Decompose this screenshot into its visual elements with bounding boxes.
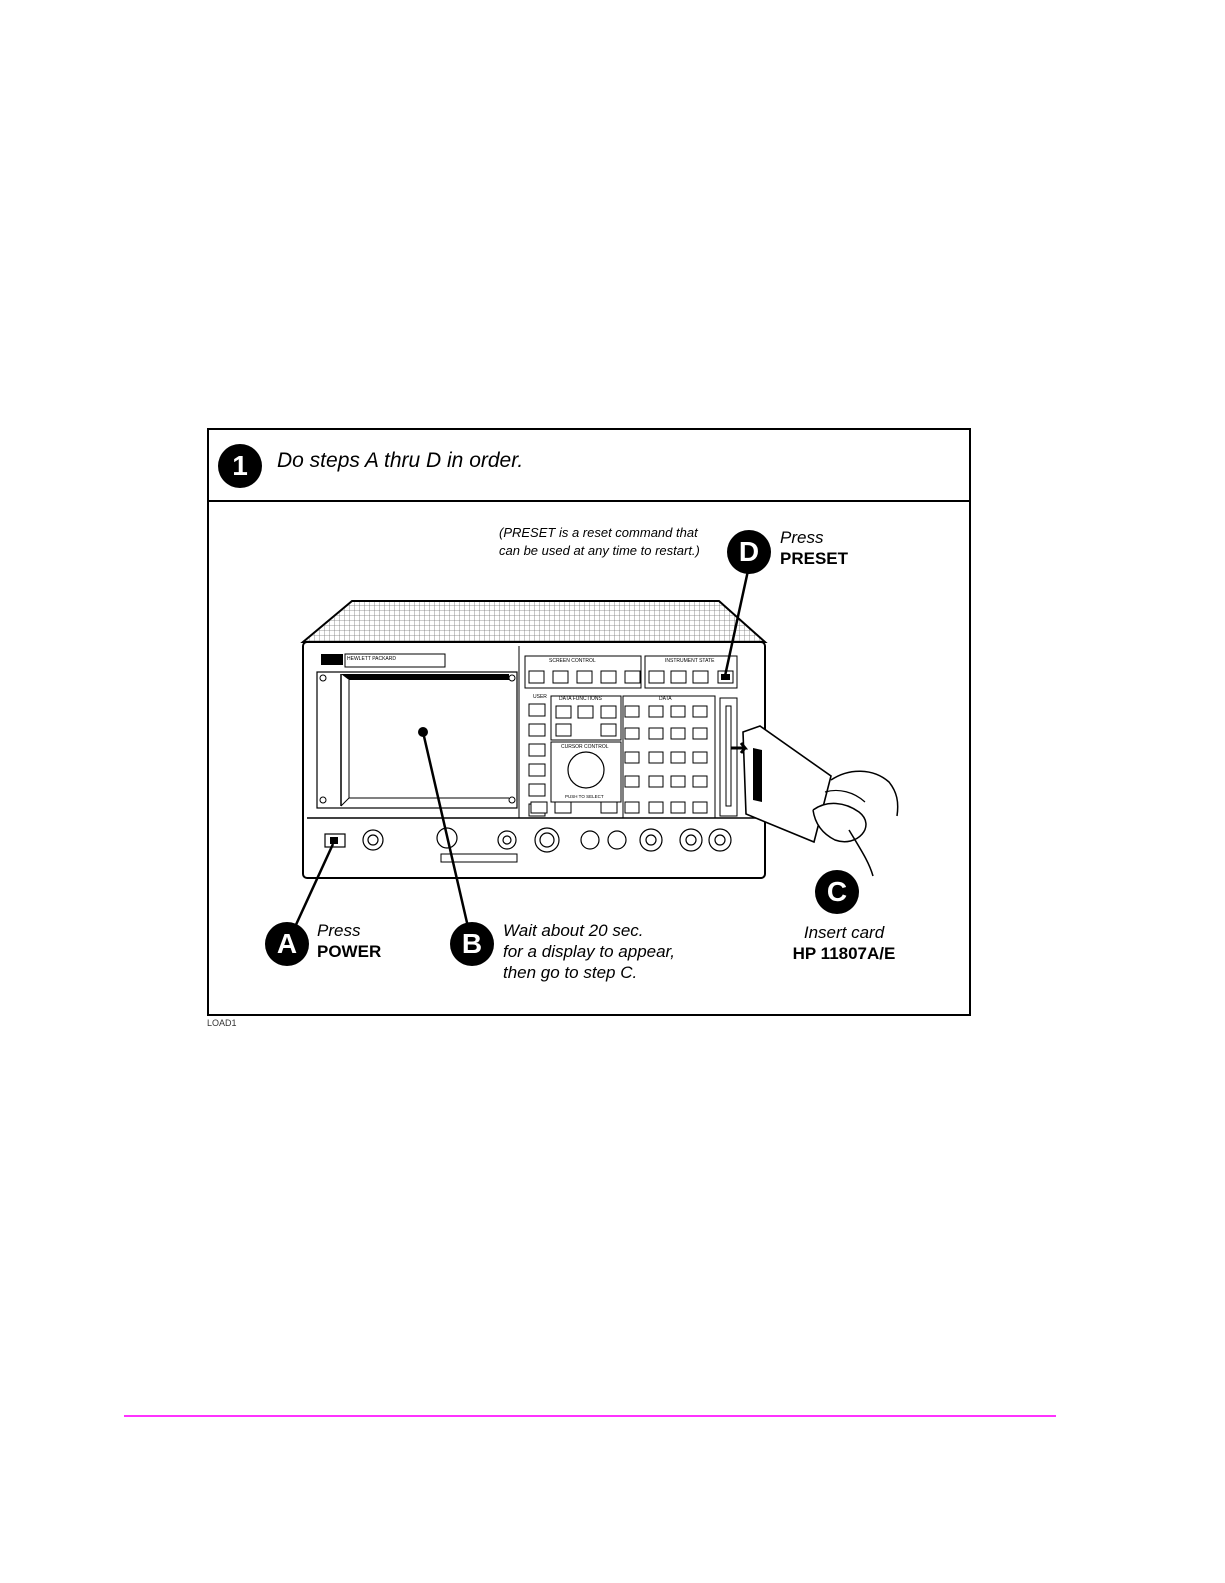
callout-b-line1: Wait about 20 sec. bbox=[503, 921, 644, 940]
screen-key bbox=[625, 671, 640, 683]
screen-key bbox=[577, 671, 592, 683]
callout-a-label bbox=[317, 920, 381, 962]
data-label: DATA bbox=[659, 696, 672, 702]
step-header-text: Do steps A thru D in order. bbox=[277, 449, 524, 472]
hp-logo-text: HEWLETT PACKARD bbox=[347, 656, 396, 662]
step-number-badge: 1 bbox=[218, 444, 262, 488]
callout-a-action: Press bbox=[317, 921, 361, 940]
callout-c-action: Insert card bbox=[803, 923, 885, 942]
screen-key bbox=[601, 671, 616, 683]
callout-b-line2: for a display to appear, bbox=[503, 942, 676, 961]
state-key bbox=[671, 671, 686, 683]
callout-c-target: HP 11807A/E bbox=[792, 944, 896, 963]
instrument-state-label: INSTRUMENT STATE bbox=[665, 658, 715, 664]
callout-d-label bbox=[780, 527, 848, 569]
callout-d-target: PRESET bbox=[780, 549, 849, 568]
push-to-select-label: PUSH TO SELECT bbox=[565, 794, 604, 799]
preset-note-line2: can be used at any time to restart.) bbox=[499, 543, 700, 558]
display-screen bbox=[317, 672, 517, 808]
data-functions-label: DATA FUNCTIONS bbox=[559, 696, 602, 702]
screen-control-label: SCREEN CONTROL bbox=[549, 658, 596, 664]
cursor-control-label: CURSOR CONTROL bbox=[561, 744, 609, 750]
preset-note bbox=[499, 524, 729, 560]
callout-d-badge: D bbox=[727, 530, 771, 574]
callout-b-line3: then go to step C. bbox=[503, 963, 638, 982]
callout-b-badge: B bbox=[450, 922, 494, 966]
user-label: USER bbox=[533, 694, 547, 700]
display-target-dot bbox=[418, 727, 428, 737]
footer-rule bbox=[124, 1415, 1056, 1417]
step-figure bbox=[207, 428, 971, 1016]
cursor-knob bbox=[568, 752, 604, 788]
state-key bbox=[649, 671, 664, 683]
screen-key bbox=[553, 671, 568, 683]
callout-d-action: Press bbox=[780, 528, 824, 547]
card-slot bbox=[720, 698, 737, 816]
instrument-top-cover bbox=[303, 601, 765, 642]
callout-b-label bbox=[503, 920, 675, 983]
preset-note-line1: (PRESET is a reset command that bbox=[499, 525, 698, 540]
power-switch bbox=[325, 834, 345, 847]
state-key bbox=[693, 671, 708, 683]
callout-c-badge: C bbox=[815, 870, 859, 914]
callout-a-target: POWER bbox=[317, 942, 382, 961]
figure-code: LOAD1 bbox=[207, 1018, 237, 1028]
screen-key bbox=[529, 671, 544, 683]
callout-c-label bbox=[769, 922, 919, 964]
callout-a-badge: A bbox=[265, 922, 309, 966]
